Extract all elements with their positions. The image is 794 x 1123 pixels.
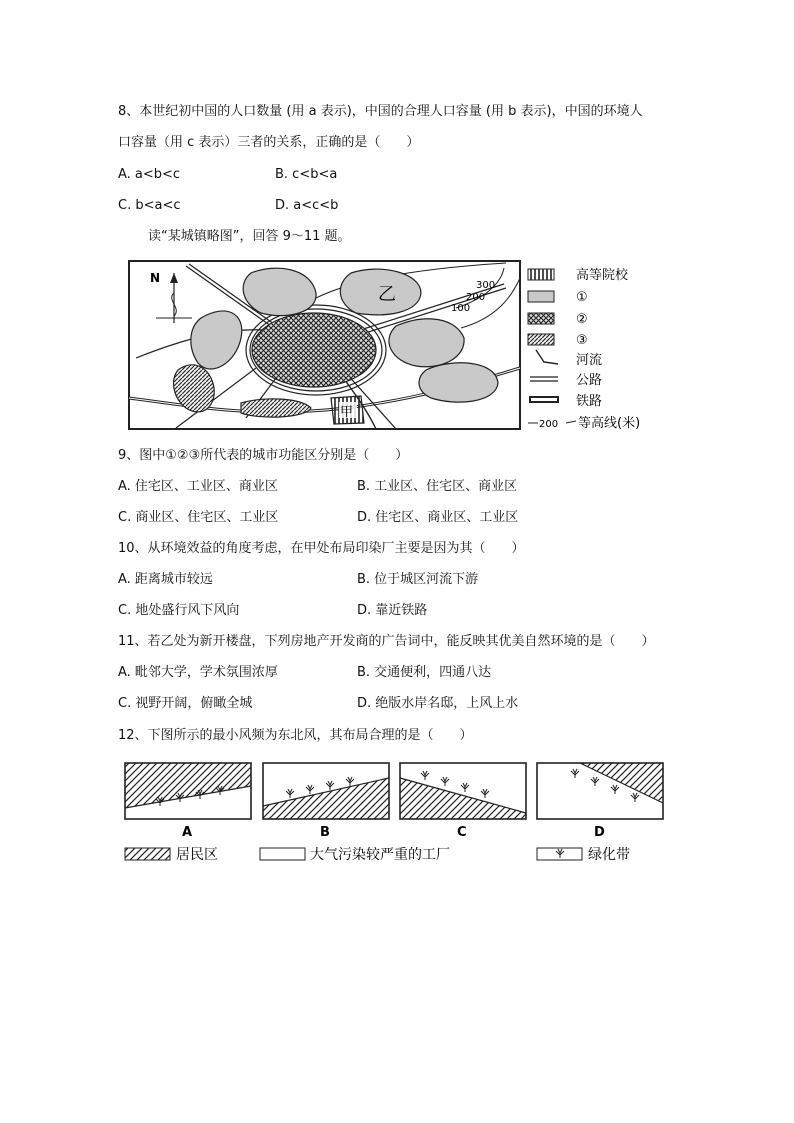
q11-option-a: A. 毗邻大学，学术氛围浓厚 <box>118 665 278 680</box>
map-intro: 读“某城镇略图”，回答 9～11 题。 <box>148 229 351 244</box>
q11-option-c: C. 视野开阔，俯瞰全城 <box>118 696 253 711</box>
legend-zone-1: ① <box>576 290 588 305</box>
map-legend <box>528 267 640 431</box>
panel-label-d: D <box>594 825 605 840</box>
q11-option-d: D. 绝版水岸名邸，上风上水 <box>357 696 519 711</box>
contour-label-300: 300 <box>476 280 496 291</box>
legend-zone-3: ③ <box>576 333 588 348</box>
panel-d <box>537 763 663 819</box>
q8-option-a: A. a<b<c <box>118 167 181 182</box>
q9-stem: 9、图中①②③所代表的城市功能区分别是（ ） <box>118 448 409 463</box>
zone-jia-label: 甲 <box>340 405 354 420</box>
legend-contour-value: 200 <box>539 419 559 430</box>
panel-label-c: C <box>457 825 467 840</box>
q10-option-d: D. 靠近铁路 <box>357 603 428 618</box>
q10-stem: 10、从环境效益的角度考虑，在甲处布局印染厂主要是因为其（ ） <box>118 541 525 556</box>
q10-option-b: B. 位于城区河流下游 <box>357 572 479 587</box>
q12-layout-figure <box>120 758 670 868</box>
panel-a <box>125 763 251 819</box>
q8-option-b: B. c<b<a <box>275 167 338 182</box>
q8-option-d: D. a<c<b <box>275 198 339 213</box>
legend-railway: 铁路 <box>576 394 603 409</box>
legend-residential: 居民区 <box>176 847 218 863</box>
q9-option-a: A. 住宅区、工业区、商业区 <box>118 479 278 494</box>
legend-river: 河流 <box>576 353 603 368</box>
q9-option-b: B. 工业区、住宅区、商业区 <box>357 479 518 494</box>
zone-yi-label: 乙 <box>378 284 396 305</box>
q12-stem: 12、下图所示的最小风频为东北风，其布局合理的是（ ） <box>118 728 473 743</box>
legend-contour: 等高线(米) <box>578 416 641 431</box>
legend-polluting-factory: 大气污染较严重的工厂 <box>310 847 450 863</box>
legend-university: 高等院校 <box>576 268 629 283</box>
q8-option-c: C. b<a<c <box>118 198 181 213</box>
q10-option-c: C. 地处盛行风下风向 <box>118 603 240 618</box>
legend-green-belt: 绿化带 <box>588 847 630 863</box>
q8-stem-line1: 8、本世纪初中国的人口数量 (用 a 表示)，中国的合理人口容量 (用 b 表示)，中国的环境人 <box>118 104 643 119</box>
q9-option-c: C. 商业区、住宅区、工业区 <box>118 510 279 525</box>
panel-c <box>400 763 526 819</box>
panel-b <box>263 763 389 819</box>
svg-text:N: N <box>150 271 161 285</box>
q11-stem: 11、若乙处为新开楼盘，下列房地产开发商的广告词中，能反映其优美自然环境的是（ ） <box>118 634 655 649</box>
panel-label-b: B <box>320 825 330 840</box>
q10-option-a: A. 距离城市较远 <box>118 572 213 587</box>
contour-label-200: 200 <box>466 292 486 303</box>
q9-option-d: D. 住宅区、商业区、工业区 <box>357 510 519 525</box>
q8-stem-line2: 口容量（用 c 表示）三者的关系，正确的是（ ） <box>118 135 420 150</box>
town-map-figure <box>126 258 671 435</box>
q11-option-b: B. 交通便利，四通八达 <box>357 665 492 680</box>
panel-label-a: A <box>182 825 193 840</box>
legend-road: 公路 <box>576 373 603 388</box>
contour-label-100: 100 <box>451 303 471 314</box>
legend-zone-2: ② <box>576 312 588 327</box>
